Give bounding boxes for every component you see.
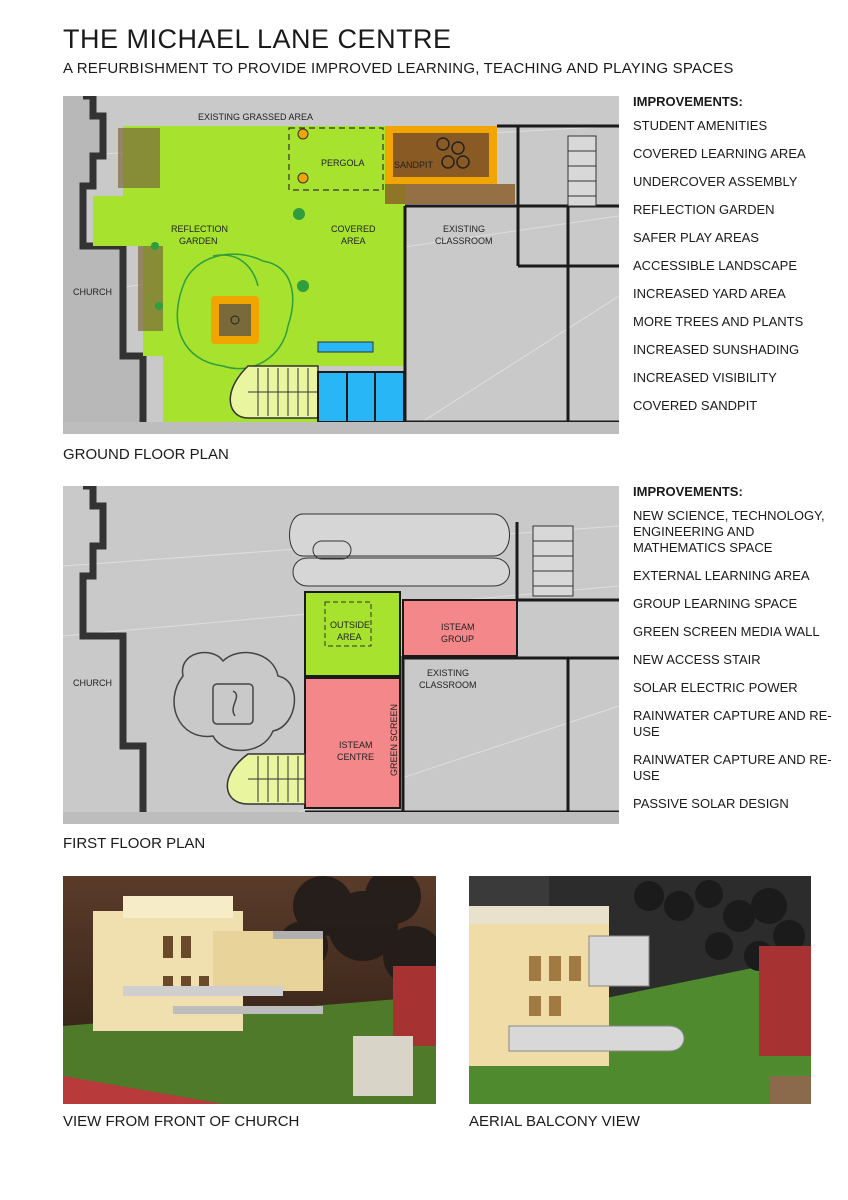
label-classroom-2: CLASSROOM xyxy=(435,236,493,246)
list-item: COVERED SANDPIT xyxy=(633,398,758,413)
label-green-screen: GREEN SCREEN xyxy=(389,703,399,776)
label-classroom-1: EXISTING xyxy=(443,224,486,234)
label-reflection-1: REFLECTION xyxy=(171,224,229,234)
improvements-heading: IMPROVEMENTS: xyxy=(633,484,743,499)
label-centre-2: CENTRE xyxy=(337,752,375,762)
list-item: NEW ACCESS STAIR xyxy=(633,652,761,667)
list-item: GROUP LEARNING SPACE xyxy=(633,596,798,611)
label-pergola: PERGOLA xyxy=(321,158,365,168)
label-covered-2: AREA xyxy=(341,236,366,246)
label-group-1: ISTEAM xyxy=(441,622,475,632)
list-item: STUDENT AMENITIES xyxy=(633,118,768,133)
label-church: CHURCH xyxy=(73,287,112,297)
list-item: ACCESSIBLE LANDSCAPE xyxy=(633,258,798,273)
list-item: SAFER PLAY AREAS xyxy=(633,230,759,245)
first-floor-plan xyxy=(63,486,619,824)
aerial-photo-caption: AERIAL BALCONY VIEW xyxy=(469,1113,640,1130)
list-item: EXTERNAL LEARNING AREA xyxy=(633,568,810,583)
label-classroom-1: EXISTING xyxy=(427,668,470,678)
label-outside-2: AREA xyxy=(337,632,362,642)
list-item: RAINWATER CAPTURE AND RE-USE xyxy=(633,752,832,783)
list-item: RAINWATER CAPTURE AND RE-USE xyxy=(633,708,832,739)
list-item: SOLAR ELECTRIC POWER xyxy=(633,680,798,695)
label-outside-1: OUTSIDE xyxy=(330,620,371,630)
list-item: COVERED LEARNING AREA xyxy=(633,146,806,161)
first-floor-caption: FIRST FLOOR PLAN xyxy=(63,835,206,852)
page-title: THE MICHAEL LANE CENTRE xyxy=(63,24,452,54)
label-covered-1: COVERED xyxy=(331,224,376,234)
ground-floor-plan xyxy=(63,96,619,434)
first-floor-improvements xyxy=(633,484,833,824)
ground-floor-improvements xyxy=(633,94,833,426)
list-item: GREEN SCREEN MEDIA WALL xyxy=(633,624,820,639)
list-item: PASSIVE SOLAR DESIGN xyxy=(633,796,789,811)
list-item: INCREASED SUNSHADING xyxy=(633,342,800,357)
label-centre-1: ISTEAM xyxy=(339,740,373,750)
list-item: INCREASED YARD AREA xyxy=(633,286,786,301)
list-item: REFLECTION GARDEN xyxy=(633,202,775,217)
front-photo-caption: VIEW FROM FRONT OF CHURCH xyxy=(63,1113,300,1130)
page-subtitle: A REFURBISHMENT TO PROVIDE IMPROVED LEARNING, TEACHING AND PLAYING SPACES xyxy=(63,60,734,77)
list-item: UNDERCOVER ASSEMBLY xyxy=(633,174,798,189)
list-item: MORE TREES AND PLANTS xyxy=(633,314,804,329)
list-item: NEW SCIENCE, TECHNOLOGY, ENGINEERING AND MATHEMATICS SPACE xyxy=(633,508,825,555)
improvements-heading: IMPROVEMENTS: xyxy=(633,94,743,109)
label-group-2: GROUP xyxy=(441,634,475,644)
ground-floor-caption: GROUND FLOOR PLAN xyxy=(63,446,229,463)
label-grassed: EXISTING GRASSED AREA xyxy=(198,112,314,122)
list-item: INCREASED VISIBILITY xyxy=(633,370,777,385)
amenity-block xyxy=(318,372,404,422)
label-sandpit: SANDPIT xyxy=(394,160,434,170)
label-classroom-2: CLASSROOM xyxy=(419,680,477,690)
photo-front-of-church xyxy=(63,876,436,1104)
photo-aerial-balcony xyxy=(469,876,811,1104)
label-church: CHURCH xyxy=(73,678,112,688)
label-reflection-2: GARDEN xyxy=(179,236,218,246)
